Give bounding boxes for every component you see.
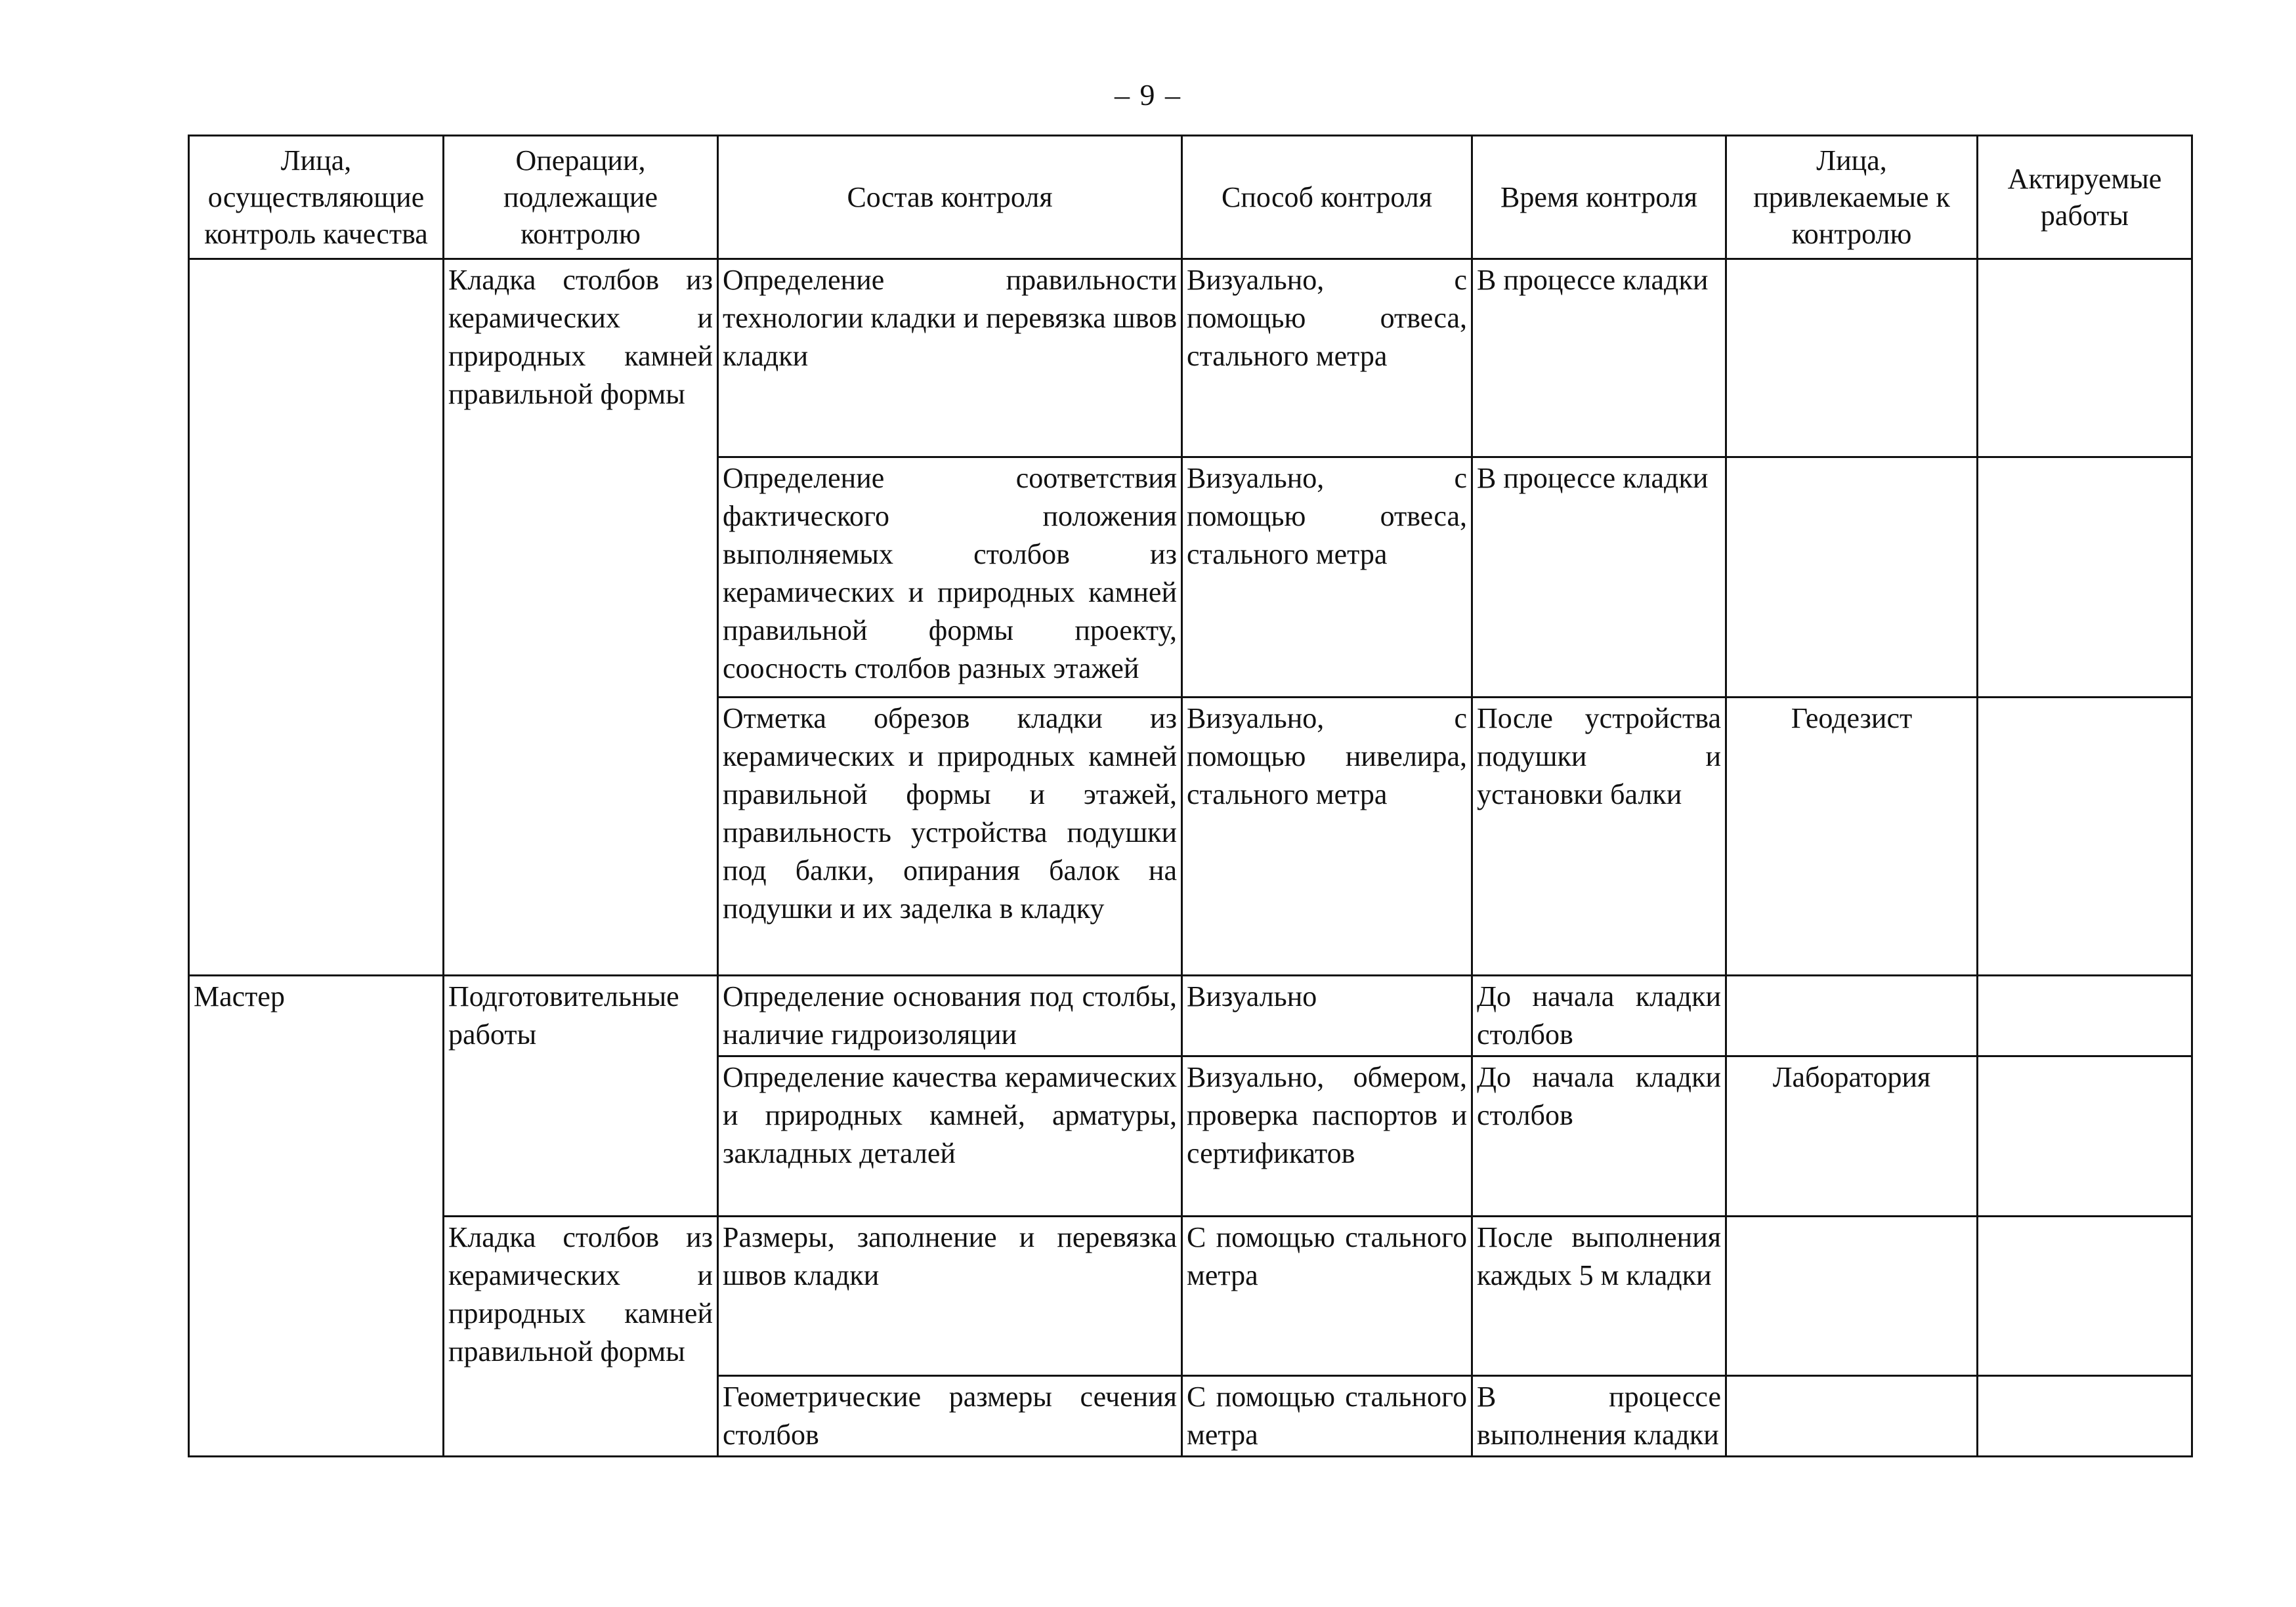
cell-akt-empty xyxy=(1978,259,2192,457)
cell-sposob: С помощью стального метра xyxy=(1182,1217,1472,1376)
header-control-content: Состав контроля xyxy=(718,136,1182,259)
cell-sposob: Визуально xyxy=(1182,976,1472,1056)
cell-operation-podgot: Подготовительные работы xyxy=(444,976,718,1217)
cell-sostav: Размеры, заполнение и перевязка швов кладки xyxy=(718,1217,1182,1376)
quality-control-table xyxy=(188,135,2193,1457)
cell-vremya: В процессе кладки xyxy=(1472,457,1726,698)
cell-sostav: Определение соответствия фактического положения выполняемых столбов из керамических и природных камней правильной формы проекту, соосность столбов разных этажей xyxy=(718,457,1182,698)
cell-akt-empty xyxy=(1978,976,2192,1056)
cell-akt-empty xyxy=(1978,457,2192,698)
header-control-time: Время контроля xyxy=(1472,136,1726,259)
cell-sposob: Визуально, с помощью отвеса, стального метра xyxy=(1182,457,1472,698)
cell-vremya: После выполнения каждых 5 м кладки xyxy=(1472,1217,1726,1376)
cell-vremya: После устройства подушки и установки балки xyxy=(1472,698,1726,976)
cell-vremya: В процессе выполнения кладки xyxy=(1472,1376,1726,1457)
cell-sposob: С помощью стального метра xyxy=(1182,1376,1472,1457)
cell-lica-empty xyxy=(1726,1376,1978,1457)
header-control-method: Способ контроля xyxy=(1182,136,1472,259)
cell-akt-empty xyxy=(1978,1056,2192,1217)
cell-vremya: В процессе кладки xyxy=(1472,259,1726,457)
header-involved-persons: Лица, привлекаемые к контролю xyxy=(1726,136,1978,259)
cell-akt-empty xyxy=(1978,698,2192,976)
cell-sostav: Определение основания под столбы, наличие гидроизоляции xyxy=(718,976,1182,1056)
page-number: – 9 – xyxy=(1115,78,1181,112)
cell-lica-laboratory: Лаборатория xyxy=(1726,1056,1978,1217)
table-row xyxy=(189,259,2192,457)
cell-lica-empty xyxy=(1726,457,1978,698)
cell-sostav: Определение правильности технологии кладки и перевязка швов кладки xyxy=(718,259,1182,457)
cell-akt-empty xyxy=(1978,1217,2192,1376)
cell-sposob: Визуально, обмером, проверка паспортов и сертификатов xyxy=(1182,1056,1472,1217)
cell-sposob: Визуально, с помощью отвеса, стального метра xyxy=(1182,259,1472,457)
table-header-row xyxy=(189,136,2192,259)
cell-operation-kladka: Кладка столбов из керамических и природных камней правильной формы xyxy=(444,1217,718,1457)
header-operations: Операции, подлежащие контролю xyxy=(444,136,718,259)
cell-sostav: Геометрические размеры сечения столбов xyxy=(718,1376,1182,1457)
cell-empty-persons xyxy=(189,259,444,976)
cell-sostav: Определение качества керамических и природных камней, арматуры, закладных деталей xyxy=(718,1056,1182,1217)
table-row xyxy=(189,976,2192,1056)
cell-lica-empty xyxy=(1726,976,1978,1056)
cell-lica-empty xyxy=(1726,1217,1978,1376)
cell-lica-empty xyxy=(1726,259,1978,457)
header-certified-works: Актируемые работы xyxy=(1978,136,2192,259)
cell-sposob: Визуально, с помощью нивелира, стального метра xyxy=(1182,698,1472,976)
cell-vremya: До начала кладки столбов xyxy=(1472,1056,1726,1217)
header-persons-control: Лица, осуществляющие контроль качества xyxy=(189,136,444,259)
cell-sostav: Отметка обрезов кладки из керамических и природных камней правильной формы и этажей, правильность устройства подушки под балки, опирания балок на подушки и их заделка в кладку xyxy=(718,698,1182,976)
cell-lica-geodesist: Геодезист xyxy=(1726,698,1978,976)
table-row xyxy=(189,1217,2192,1376)
cell-persons-master: Мастер xyxy=(189,976,444,1457)
cell-vremya: До начала кладки столбов xyxy=(1472,976,1726,1056)
cell-operation-kladka: Кладка столбов из керамических и природных камней правильной формы xyxy=(444,259,718,976)
cell-akt-empty xyxy=(1978,1376,2192,1457)
